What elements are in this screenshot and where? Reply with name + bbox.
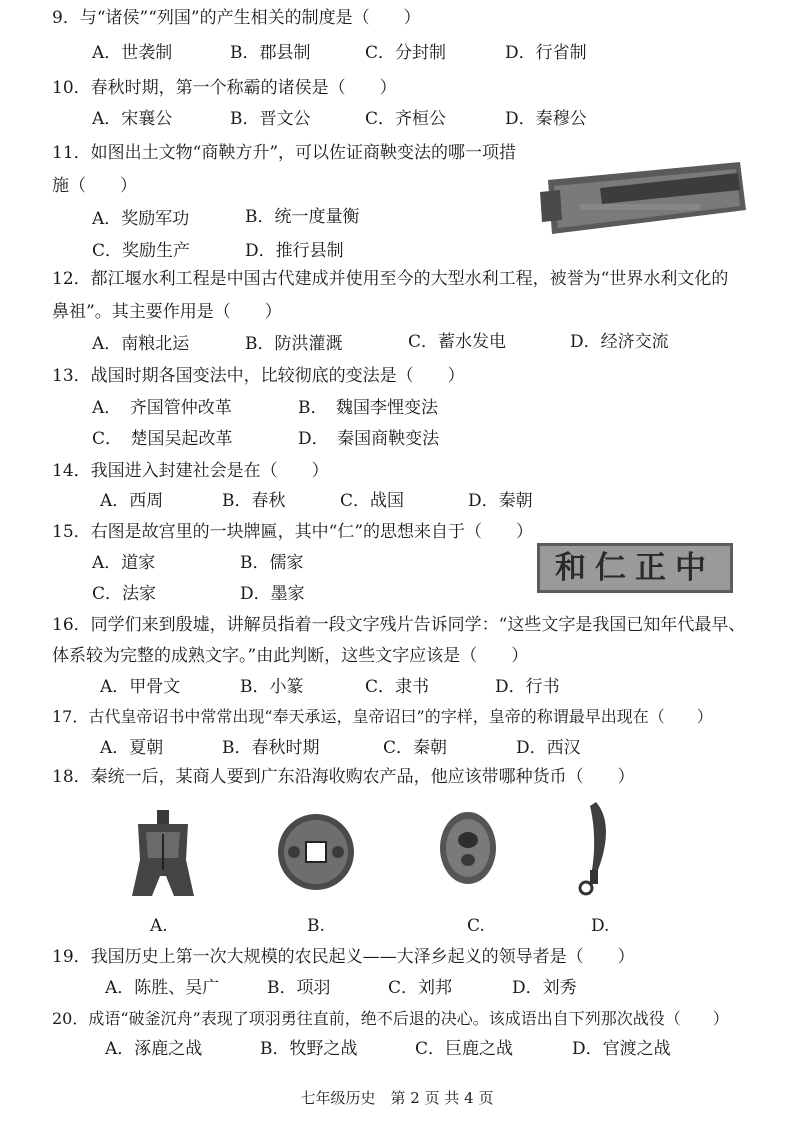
shang-yang-fangsheng-image (540, 160, 752, 238)
q19-option-c[interactable]: C．刘邦 (388, 978, 453, 998)
q13-option-a[interactable]: A． 齐国管仲改革 (92, 398, 232, 418)
q18-option-a[interactable]: A. (150, 916, 168, 936)
question-12-stem-cont: 鼻祖”。其主要作用是（ ） (52, 302, 282, 322)
banliang-coin-image (276, 812, 356, 892)
question-11-stem-cont: 施（ ） (52, 176, 137, 196)
q14-option-c[interactable]: C．战国 (340, 491, 405, 511)
q14-option-b[interactable]: B．春秋 (222, 491, 286, 511)
q17-option-d[interactable]: D．西汉 (516, 738, 581, 758)
q10-option-c[interactable]: C．齐桓公 (365, 109, 447, 129)
q13-option-b[interactable]: B． 魏国李悝变法 (298, 398, 438, 418)
q12-option-b[interactable]: B．防洪灌溉 (245, 334, 343, 354)
question-19-stem: 19．我国历史上第一次大规模的农民起义——大泽乡起义的领导者是（ ） (52, 947, 635, 967)
question-17-stem: 17．古代皇帝诏书中常常出现“奉天承运，皇帝诏曰”的字样，皇帝的称谓最早出现在（ ） (52, 707, 713, 726)
question-14-stem: 14．我国进入封建社会是在（ ） (52, 461, 329, 481)
q16-option-c[interactable]: C．隶书 (365, 677, 430, 697)
question-20-stem: 20．成语“破釜沉舟”表现了项羽勇往直前，绝不后退的决心。该成语出自下列那次战役（ ） (52, 1009, 729, 1028)
q16-option-a[interactable]: A．甲骨文 (100, 677, 181, 697)
palace-plaque-image (537, 543, 733, 593)
q12-option-c[interactable]: C．蓄水发电 (408, 332, 507, 352)
q16-option-d[interactable]: D．行书 (495, 677, 560, 697)
knife-coin-image (574, 800, 614, 896)
q14-option-a[interactable]: A．西周 (100, 491, 164, 511)
q9-option-c[interactable]: C．分封制 (365, 43, 447, 63)
q20-option-c[interactable]: C．巨鹿之战 (415, 1039, 514, 1059)
plaque-text: 和仁正中 (555, 550, 715, 586)
q11-option-b[interactable]: B．统一度量衡 (245, 207, 360, 227)
q13-option-c[interactable]: C． 楚国吴起改革 (92, 429, 233, 449)
q18-option-b[interactable]: B. (307, 916, 325, 936)
q20-option-a[interactable]: A．涿鹿之战 (105, 1039, 203, 1059)
q9-option-b[interactable]: B．郡县制 (230, 43, 311, 63)
question-11-stem: 11．如图出土文物“商鞅方升”，可以佐证商鞅变法的哪一项措 (52, 143, 517, 163)
q11-option-c[interactable]: C．奖励生产 (92, 241, 191, 261)
q12-option-a[interactable]: A．南粮北运 (92, 334, 190, 354)
yibi-coin-image (438, 810, 498, 886)
q11-option-d[interactable]: D．推行县制 (245, 241, 344, 261)
q20-option-b[interactable]: B．牧野之战 (260, 1039, 358, 1059)
q12-option-d[interactable]: D．经济交流 (570, 332, 669, 352)
q10-option-a[interactable]: A．宋襄公 (92, 109, 173, 129)
q9-option-a[interactable]: A．世袭制 (92, 43, 173, 63)
q10-option-b[interactable]: B．晋文公 (230, 109, 311, 129)
spade-coin-image (130, 810, 196, 898)
q14-option-d[interactable]: D．秦朝 (468, 491, 533, 511)
question-9-stem: 9．与“诸侯”“列国”的产生相关的制度是（ ） (52, 8, 421, 28)
question-15-stem: 15．右图是故宫里的一块牌匾，其中“仁”的思想来自于（ ） (52, 522, 534, 542)
q15-option-a[interactable]: A．道家 (92, 553, 156, 573)
question-13-stem: 13．战国时期各国变法中，比较彻底的变法是（ ） (52, 366, 465, 386)
q15-option-c[interactable]: C．法家 (92, 584, 157, 604)
q15-option-d[interactable]: D．墨家 (240, 584, 305, 604)
q18-option-c[interactable]: C. (467, 916, 485, 936)
q17-option-a[interactable]: A．夏朝 (100, 738, 164, 758)
q16-option-b[interactable]: B．小篆 (240, 677, 304, 697)
question-10-stem: 10．春秋时期，第一个称霸的诸侯是（ ） (52, 78, 397, 98)
q19-option-b[interactable]: B．项羽 (267, 978, 331, 998)
q18-option-d[interactable]: D. (591, 916, 610, 936)
q13-option-d[interactable]: D． 秦国商鞅变法 (298, 429, 440, 449)
q19-option-d[interactable]: D．刘秀 (512, 978, 577, 998)
q17-option-b[interactable]: B．春秋时期 (222, 738, 320, 758)
q9-option-d[interactable]: D．行省制 (505, 43, 587, 63)
q10-option-d[interactable]: D．秦穆公 (505, 109, 587, 129)
q11-option-a[interactable]: A．奖励军功 (92, 209, 190, 229)
q20-option-d[interactable]: D．官渡之战 (572, 1039, 671, 1059)
page-footer: 七年级历史 第 2 页 共 4 页 (300, 1089, 494, 1107)
question-18-stem: 18．秦统一后，某商人要到广东沿海收购农产品，他应该带哪种货币（ ） (52, 767, 635, 787)
q15-option-b[interactable]: B．儒家 (240, 553, 304, 573)
q19-option-a[interactable]: A．陈胜、吴广 (105, 978, 220, 998)
question-16-stem-cont: 体系较为完整的成熟文字。”由此判断，这些文字应该是（ ） (52, 646, 529, 666)
q17-option-c[interactable]: C．秦朝 (383, 738, 448, 758)
question-16-stem: 16．同学们来到殷墟，讲解员指着一段文字残片告诉同学：“这些文字是我国已知年代最早、 (52, 615, 746, 635)
question-12-stem: 12．都江堰水利工程是中国古代建成并使用至今的大型水利工程，被誉为“世界水利文化的 (52, 269, 729, 289)
